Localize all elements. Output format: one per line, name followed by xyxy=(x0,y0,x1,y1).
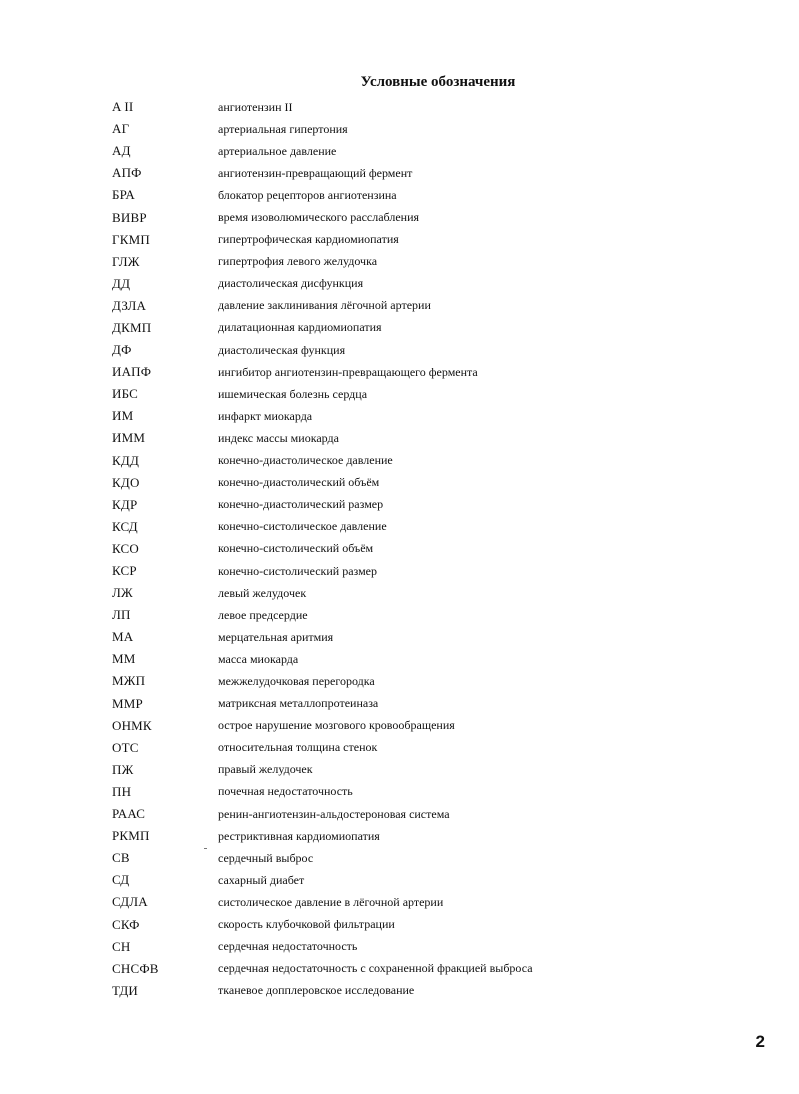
abbreviation-term: БРА xyxy=(112,187,136,203)
abbreviation-row xyxy=(112,847,712,869)
abbreviation-term: КСО xyxy=(112,540,140,556)
abbreviation-definition: острое нарушение мозгового кровообращения xyxy=(218,718,455,733)
abbreviation-term: СНСФВ xyxy=(112,960,159,976)
abbreviation-term: МЖП xyxy=(112,673,146,689)
abbreviation-row xyxy=(112,361,712,383)
abbreviation-term: ДД xyxy=(112,275,131,291)
abbreviation-row xyxy=(112,604,712,626)
abbreviation-term: СКФ xyxy=(112,916,140,932)
abbreviation-row xyxy=(112,980,712,1002)
abbreviation-term: КСР xyxy=(112,563,137,579)
abbreviation-definition: время изоволюмического расслабления xyxy=(218,210,420,225)
abbreviation-definition: ишемическая болезнь сердца xyxy=(218,386,368,401)
abbreviation-row xyxy=(112,405,712,427)
abbreviation-definition: сердечный выброс xyxy=(218,850,314,865)
abbreviation-term: КДО xyxy=(112,474,140,490)
abbreviation-definition: диастолическая функция xyxy=(218,342,346,357)
abbreviation-definition: гипертрофическая кардиомиопатия xyxy=(218,232,399,247)
page-title: Условные обозначения xyxy=(360,74,516,90)
abbreviation-term: ДЗЛА xyxy=(112,297,147,313)
abbreviation-definition: систолическое давление в лёгочной артерии xyxy=(218,894,444,909)
abbreviation-term: ИМ xyxy=(112,408,134,424)
abbreviation-term: СН xyxy=(112,938,131,954)
abbreviation-row xyxy=(112,206,712,228)
abbreviation-row xyxy=(112,582,712,604)
abbreviation-definition: ингибитор ангиотензин-превращающего фермента xyxy=(218,364,478,379)
abbreviation-list xyxy=(112,96,712,1002)
abbreviation-term: ММ xyxy=(112,651,136,667)
abbreviation-term: ЛП xyxy=(112,607,131,623)
abbreviation-term: ПЖ xyxy=(112,761,134,777)
abbreviation-definition: гипертрофия левого желудочка xyxy=(218,254,378,269)
abbreviation-term: ПН xyxy=(112,783,132,799)
abbreviation-definition: инфаркт миокарда xyxy=(218,408,313,423)
abbreviation-definition: сахарный диабет xyxy=(218,872,305,887)
abbreviation-definition: левое предсердие xyxy=(218,607,308,622)
abbreviation-term: АПФ xyxy=(112,165,142,181)
abbreviation-row xyxy=(112,560,712,582)
abbreviation-row xyxy=(112,317,712,339)
abbreviation-term: СВ xyxy=(112,850,130,866)
abbreviation-definition: ренин-ангиотензин-альдостероновая система xyxy=(218,806,450,821)
abbreviation-row xyxy=(112,803,712,825)
abbreviation-definition: тканевое допплеровское исследование xyxy=(218,983,415,998)
abbreviation-term: ОНМК xyxy=(112,717,152,733)
abbreviation-row xyxy=(112,383,712,405)
abbreviation-term: СД xyxy=(112,872,130,888)
abbreviation-term: ММР xyxy=(112,695,143,711)
abbreviation-definition: конечно-диастолический объём xyxy=(218,475,380,490)
abbreviation-definition: скорость клубочковой фильтрации xyxy=(218,917,395,932)
abbreviation-row xyxy=(112,162,712,184)
abbreviation-term: ИАПФ xyxy=(112,364,152,380)
abbreviation-row xyxy=(112,472,712,494)
scan-artifact xyxy=(204,848,207,849)
abbreviation-row xyxy=(112,936,712,958)
abbreviation-row xyxy=(112,295,712,317)
abbreviation-definition: артериальное давление xyxy=(218,143,337,158)
abbreviation-definition: давление заклинивания лёгочной артерии xyxy=(218,298,431,313)
abbreviation-row xyxy=(112,450,712,472)
abbreviation-row xyxy=(112,251,712,273)
abbreviation-definition: ангиотензин-превращающий фермент xyxy=(218,165,413,180)
abbreviation-term: ИММ xyxy=(112,430,146,446)
abbreviation-term: МА xyxy=(112,629,134,645)
abbreviation-row xyxy=(112,693,712,715)
abbreviation-term: ДКМП xyxy=(112,319,152,335)
abbreviation-term: СДЛА xyxy=(112,894,148,910)
abbreviation-row xyxy=(112,891,712,913)
abbreviation-term: РКМП xyxy=(112,828,150,844)
abbreviation-term: ГКМП xyxy=(112,231,150,247)
abbreviation-row xyxy=(112,494,712,516)
abbreviation-term: КДД xyxy=(112,452,140,468)
abbreviation-term: ДФ xyxy=(112,342,132,358)
abbreviation-definition: дилатационная кардиомиопатия xyxy=(218,320,382,335)
abbreviation-row xyxy=(112,427,712,449)
abbreviation-definition: правый желудочек xyxy=(218,762,313,777)
abbreviation-term: КСД xyxy=(112,518,138,534)
abbreviation-term: ИБС xyxy=(112,386,139,402)
abbreviation-definition: конечно-систолическое давление xyxy=(218,519,387,534)
abbreviation-row xyxy=(112,118,712,140)
abbreviation-term: РААС xyxy=(112,806,146,822)
abbreviation-definition: межжелудочковая перегородка xyxy=(218,673,375,688)
abbreviation-definition: мерцательная аритмия xyxy=(218,629,334,644)
abbreviation-term: ВИВР xyxy=(112,209,147,225)
abbreviation-definition: сердечная недостаточность xyxy=(218,939,358,954)
abbreviation-row xyxy=(112,339,712,361)
abbreviation-term: ЛЖ xyxy=(112,585,133,601)
abbreviation-definition: почечная недостаточность xyxy=(218,784,353,799)
abbreviation-row xyxy=(112,96,712,118)
abbreviation-row xyxy=(112,781,712,803)
abbreviation-row xyxy=(112,648,712,670)
abbreviation-row xyxy=(112,825,712,847)
abbreviation-term: ОТС xyxy=(112,739,139,755)
abbreviation-term: ТДИ xyxy=(112,982,138,998)
abbreviation-definition: ангиотензин II xyxy=(218,99,293,114)
abbreviation-row xyxy=(112,759,712,781)
abbreviation-row xyxy=(112,670,712,692)
abbreviation-row xyxy=(112,626,712,648)
abbreviation-row xyxy=(112,958,712,980)
abbreviation-row xyxy=(112,538,712,560)
abbreviation-definition: конечно-диастолический размер xyxy=(218,497,384,512)
abbreviation-term: A II xyxy=(112,99,134,115)
abbreviation-row xyxy=(112,913,712,935)
abbreviation-row xyxy=(112,140,712,162)
abbreviation-row xyxy=(112,869,712,891)
abbreviation-definition: конечно-систолический объём xyxy=(218,541,374,556)
abbreviation-row xyxy=(112,715,712,737)
abbreviation-term: КДР xyxy=(112,496,138,512)
abbreviation-definition: конечно-диастолическое давление xyxy=(218,453,393,468)
abbreviation-term: ГЛЖ xyxy=(112,253,140,269)
abbreviation-row xyxy=(112,184,712,206)
abbreviation-definition: левый желудочек xyxy=(218,585,307,600)
abbreviation-definition: блокатор рецепторов ангиотензина xyxy=(218,187,397,202)
abbreviation-definition: индекс массы миокарда xyxy=(218,430,339,445)
abbreviation-definition: относительная толщина стенок xyxy=(218,740,378,755)
abbreviation-row xyxy=(112,737,712,759)
abbreviation-term: АД xyxy=(112,143,131,159)
abbreviation-definition: сердечная недостаточность с сохраненной фракцией выброса xyxy=(218,961,533,976)
abbreviation-definition: рестриктивная кардиомиопатия xyxy=(218,828,380,843)
abbreviation-definition: артериальная гипертония xyxy=(218,121,348,136)
abbreviation-row xyxy=(112,516,712,538)
page-number: 2 xyxy=(755,1032,765,1051)
abbreviation-definition: матриксная металлопротеиназа xyxy=(218,696,379,711)
abbreviation-definition: конечно-систолический размер xyxy=(218,563,378,578)
abbreviation-term: АГ xyxy=(112,121,130,137)
abbreviation-row xyxy=(112,273,712,295)
abbreviation-definition: диастолическая дисфункция xyxy=(218,276,364,291)
abbreviation-definition: масса миокарда xyxy=(218,651,299,666)
abbreviation-row xyxy=(112,229,712,251)
